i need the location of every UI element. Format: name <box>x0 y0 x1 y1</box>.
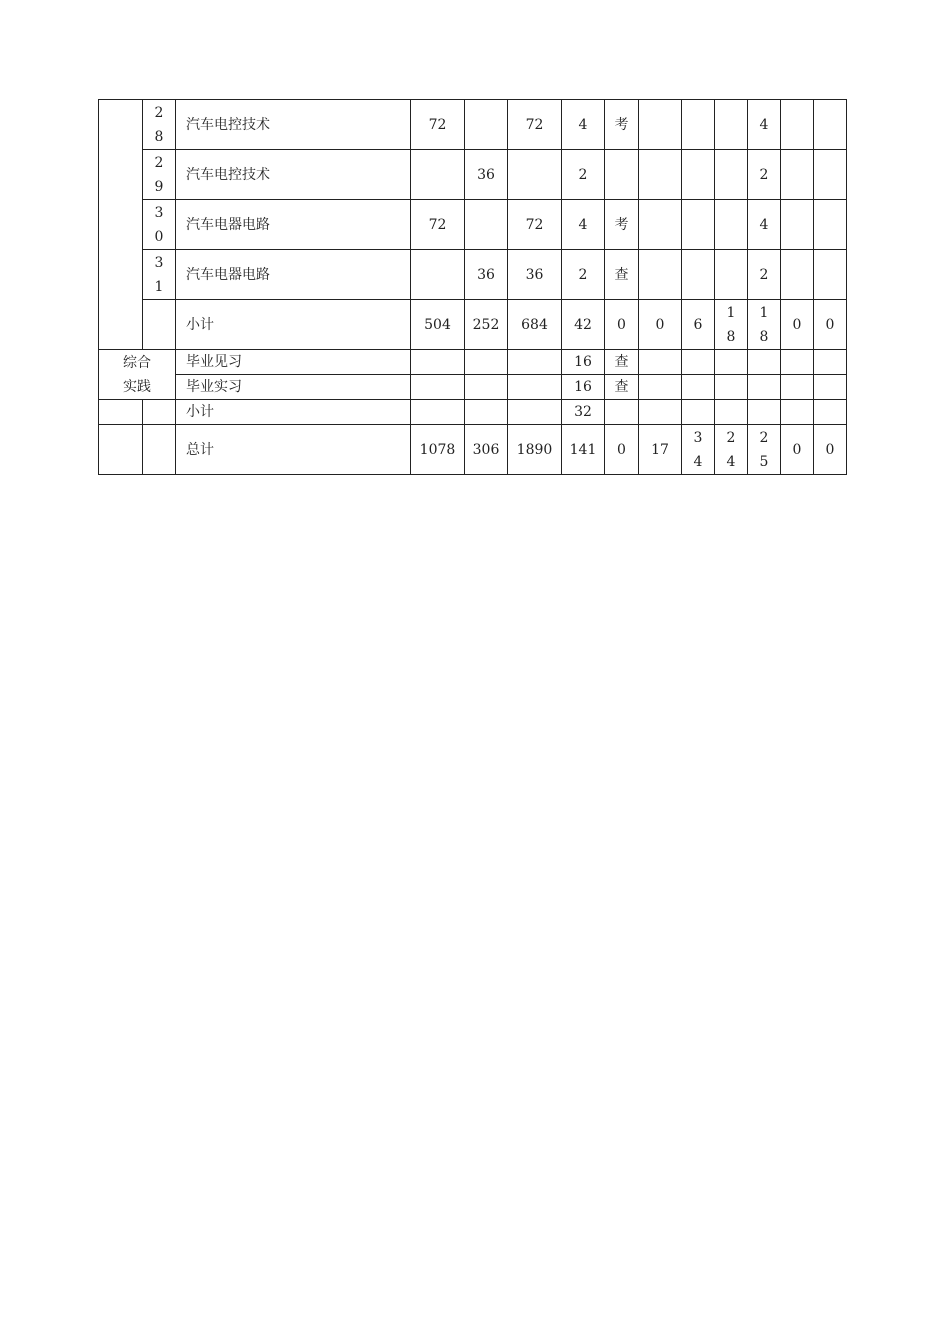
assessment: 考 <box>605 100 639 150</box>
credits: 2 <box>562 250 605 300</box>
subtotal-row <box>99 300 847 350</box>
semester-4: 18 <box>748 300 781 350</box>
semester-6 <box>814 150 847 200</box>
hours-sum: 684 <box>508 300 562 350</box>
semester-1 <box>639 100 682 150</box>
credits: 16 <box>562 350 605 375</box>
semester-5 <box>781 100 814 150</box>
semester-5 <box>781 200 814 250</box>
credits: 32 <box>562 400 605 425</box>
semester-2 <box>682 250 715 300</box>
semester-3: 24 <box>715 425 748 475</box>
hours-practice: 36 <box>465 150 508 200</box>
course-name: 汽车电器电路 <box>176 250 411 300</box>
semester-4: 2 <box>748 250 781 300</box>
course-name: 汽车电器电路 <box>176 200 411 250</box>
hours-practice: 252 <box>465 300 508 350</box>
semester-6: 0 <box>814 425 847 475</box>
total-label: 总计 <box>176 425 411 475</box>
semester-2 <box>682 100 715 150</box>
hours-practice: 36 <box>465 250 508 300</box>
table-row <box>99 100 847 150</box>
semester-2: 34 <box>682 425 715 475</box>
semester-1 <box>639 250 682 300</box>
course-number: 31 <box>143 250 176 300</box>
course-number: 29 <box>143 150 176 200</box>
semester-6 <box>814 200 847 250</box>
semester-5 <box>781 150 814 200</box>
semester-5 <box>781 250 814 300</box>
hours-total: 1078 <box>411 425 465 475</box>
table-row <box>99 150 847 200</box>
hours-sum: 1890 <box>508 425 562 475</box>
semester-5: 0 <box>781 425 814 475</box>
practice-category: 综合实践 <box>99 350 176 400</box>
credits: 42 <box>562 300 605 350</box>
semester-6: 0 <box>814 300 847 350</box>
semester-1: 0 <box>639 300 682 350</box>
table-row <box>99 200 847 250</box>
semester-3 <box>715 150 748 200</box>
course-name: 毕业见习 <box>176 350 411 375</box>
semester-3 <box>715 100 748 150</box>
semester-5: 0 <box>781 300 814 350</box>
semester-1 <box>639 200 682 250</box>
course-number <box>143 300 176 350</box>
credits: 2 <box>562 150 605 200</box>
table-row <box>99 250 847 300</box>
hours-sum: 72 <box>508 100 562 150</box>
hours-practice: 306 <box>465 425 508 475</box>
assessment: 查 <box>605 350 639 375</box>
credits: 4 <box>562 200 605 250</box>
hours-practice <box>465 200 508 250</box>
course-name: 毕业实习 <box>176 375 411 400</box>
subtotal-row <box>99 400 847 425</box>
semester-3: 18 <box>715 300 748 350</box>
semester-6 <box>814 100 847 150</box>
assessment: 查 <box>605 250 639 300</box>
semester-4: 25 <box>748 425 781 475</box>
subtotal-label: 小计 <box>176 400 411 425</box>
semester-1 <box>639 150 682 200</box>
semester-3 <box>715 250 748 300</box>
semester-4: 2 <box>748 150 781 200</box>
hours-total: 72 <box>411 200 465 250</box>
subtotal-label: 小计 <box>176 300 411 350</box>
semester-4: 4 <box>748 100 781 150</box>
course-number: 30 <box>143 200 176 250</box>
credits: 4 <box>562 100 605 150</box>
hours-sum: 36 <box>508 250 562 300</box>
semester-2 <box>682 150 715 200</box>
assessment: 查 <box>605 375 639 400</box>
course-name: 汽车电控技术 <box>176 100 411 150</box>
total-row <box>99 425 847 475</box>
assessment: 考 <box>605 200 639 250</box>
assessment <box>605 150 639 200</box>
semester-1: 17 <box>639 425 682 475</box>
table-row <box>99 375 847 400</box>
hours-sum: 72 <box>508 200 562 250</box>
hours-practice <box>465 100 508 150</box>
course-name: 汽车电控技术 <box>176 150 411 200</box>
semester-6 <box>814 250 847 300</box>
curriculum-table <box>98 99 847 475</box>
semester-2 <box>682 200 715 250</box>
semester-3 <box>715 200 748 250</box>
hours-total: 72 <box>411 100 465 150</box>
category-cell <box>99 100 143 350</box>
course-number: 28 <box>143 100 176 150</box>
semester-2: 6 <box>682 300 715 350</box>
semester-4: 4 <box>748 200 781 250</box>
assessment: 0 <box>605 300 639 350</box>
credits: 141 <box>562 425 605 475</box>
hours-total <box>411 150 465 200</box>
hours-total <box>411 250 465 300</box>
credits: 16 <box>562 375 605 400</box>
hours-sum <box>508 150 562 200</box>
hours-total: 504 <box>411 300 465 350</box>
table-row <box>99 350 847 375</box>
assessment: 0 <box>605 425 639 475</box>
